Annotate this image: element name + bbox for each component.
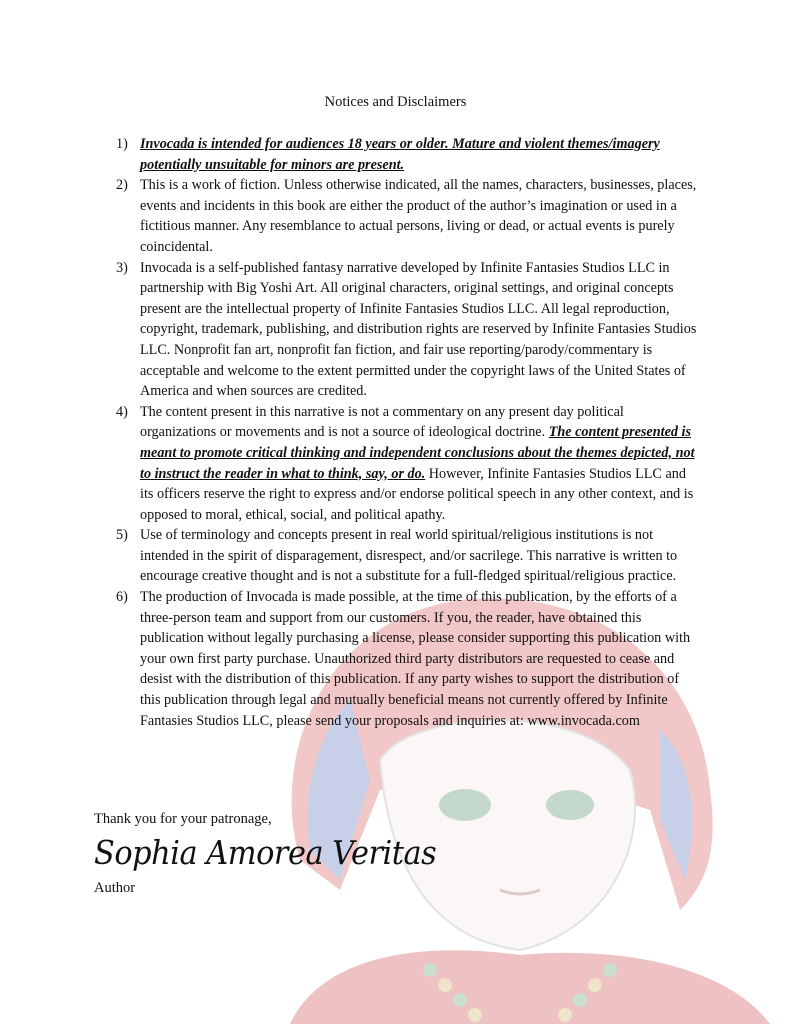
author-signature: Sophia Amorea Veritas [94, 833, 437, 872]
notice-item [0, 175, 700, 257]
notice-text: Use of terminology and concepts present in real world spiritual/religious institutions is not intended in the spirit of disparagement, disrespect, and/or sacrilege. This narrative is written to encourage creative thought and is not a substitute for a full-fledged spiritual/religious practice. [140, 527, 678, 585]
notice-text: This is a work of fiction. Unless otherwise indicated, all the names, characters, businesses, places, events and incidents in this book are either the product of the author’s imagination or used in a fictitious manner. Any resemblance to actual persons, living or dead, or actual events is purely coincidental. [140, 177, 697, 255]
notice-item [0, 134, 700, 175]
notice-text-emphasis: The content presented is meant to promote critical thinking and independent conclusions about the themes depicted, not to instruct the reader in what to think, say, or do. [140, 424, 695, 482]
notice-text-emphasis: Invocada is intended for audiences 18 years or older. Mature and violent themes/imagery potentially unsuitable for minors are present. [140, 136, 660, 173]
notice-text: Invocada is a self-published fantasy narrative developed by Infinite Fantasies Studios LLC in partnership with Big Yoshi Art. All original characters, original settings, and original concepts present are the intellectual property of Infinite Fantasies Studios LLC. All legal reproduction, copyright, trademark, publishing, and distribution rights are reserved by Infinite Fantasies Studios LLC. Nonprofit fan art, nonprofit fan fiction, and fair use reporting/parody/commentary is acceptable and welcome to the extent permitted under the copyright laws of the United States of America and when sources are credited. [140, 259, 697, 400]
notice-number: 4) [116, 403, 128, 420]
notice-number: 5) [116, 527, 128, 544]
closing-line: Thank you for your patronage, [94, 811, 272, 827]
notice-text: The production of Invocada is made possible, at the time of this publication, by the efforts of a three-person team and support from our customers. If you, the reader, have obtained this publication without legally purchasing a license, please consider supporting this publication with your own first party purchase. Unauthorized third party distributors are requested to cease and desist with the distribution of this publication. If any party wishes to support the distribution of this publication through legal and mutually beneficial means not currently offered by Infinite Fantasies Studios LLC, please send your proposals and inquiries at: www.invocada.com [140, 589, 691, 729]
notice-number: 1) [116, 136, 128, 152]
notice-item [0, 402, 700, 526]
notice-item [0, 525, 700, 587]
notice-text: However, Infinite Fantasies Studios LLC and its officers reserve the right to express and/or endorse political speech in any other context, and is opposed to moral, ethical, social, and political apathy. [140, 465, 694, 523]
notice-number: 2) [116, 177, 128, 194]
notice-item [0, 258, 700, 402]
page-title: Notices and Disclaimers [324, 94, 467, 110]
notice-item [0, 587, 700, 731]
notices-list [0, 134, 791, 731]
notice-number: 3) [116, 259, 128, 276]
notice-text: The content present in this narrative is not a commentary on any present day political organizations or movements and is not a source of ideological doctrine. [140, 403, 624, 441]
notice-number: 6) [116, 589, 128, 606]
author-role: Author [94, 880, 136, 896]
